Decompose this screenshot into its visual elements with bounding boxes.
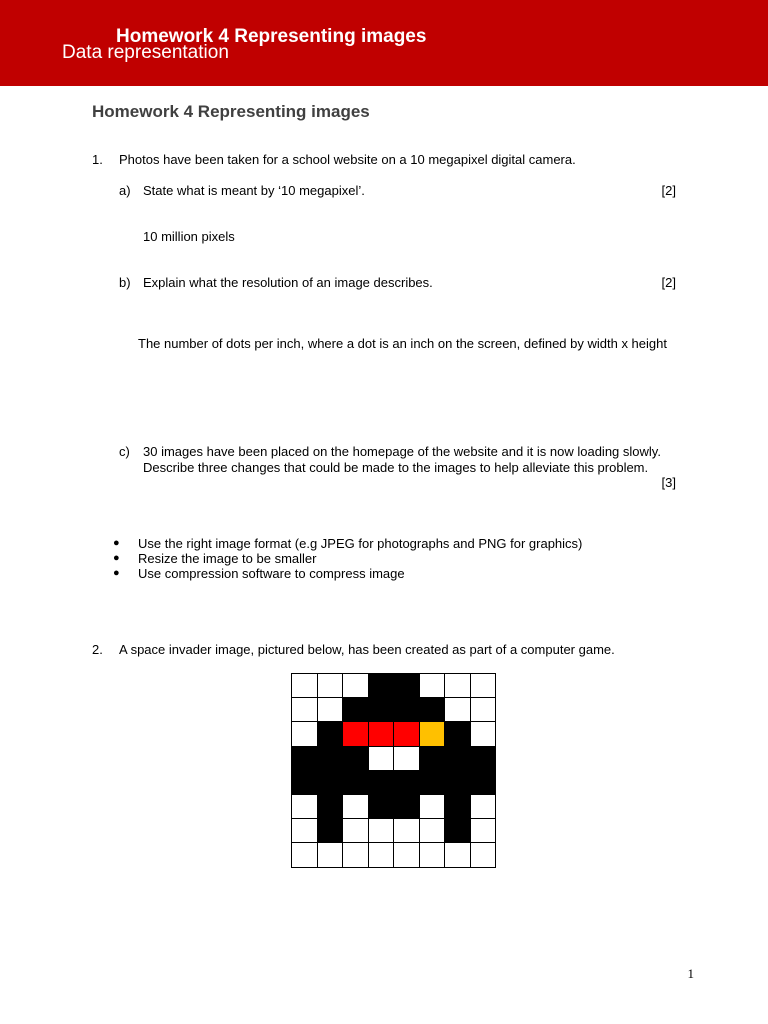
q1b-label: b) [119, 275, 131, 290]
q1b-text: Explain what the resolution of an image describes. [143, 275, 433, 290]
pixel-cell [420, 843, 446, 867]
pixel-cell [292, 843, 318, 867]
pixel-cell [292, 771, 318, 795]
header-bar [0, 0, 768, 86]
document-heading: Homework 4 Representing images [92, 102, 370, 121]
pixel-cell [471, 795, 497, 819]
pixel-cell [445, 843, 471, 867]
q1a-marks: [2] [661, 183, 676, 198]
pixel-cell [318, 674, 344, 698]
pixel-cell [445, 747, 471, 771]
pixel-cell [445, 722, 471, 746]
page-number: 1 [687, 966, 694, 981]
pixel-cell [343, 771, 369, 795]
pixel-cell [318, 819, 344, 843]
pixel-cell [292, 674, 318, 698]
pixel-cell [471, 674, 497, 698]
pixel-cell [445, 819, 471, 843]
pixel-cell [394, 698, 420, 722]
space-invader-pixel-grid [291, 673, 496, 868]
pixel-cell [420, 698, 446, 722]
q1c-answer-3: Use compression software to compress image [138, 566, 405, 581]
pixel-cell [318, 722, 344, 746]
pixel-cell [394, 674, 420, 698]
pixel-cell [369, 722, 395, 746]
pixel-cell [343, 747, 369, 771]
pixel-cell [445, 674, 471, 698]
pixel-cell [369, 795, 395, 819]
q1c-answer-2: Resize the image to be smaller [138, 551, 317, 566]
pixel-cell [292, 722, 318, 746]
pixel-cell [471, 747, 497, 771]
pixel-cell [318, 698, 344, 722]
pixel-cell [420, 722, 446, 746]
pixel-cell [445, 771, 471, 795]
pixel-cell [292, 795, 318, 819]
pixel-cell [318, 843, 344, 867]
pixel-cell [369, 819, 395, 843]
bullet-dot: ● [113, 552, 120, 564]
q1b-answer: The number of dots per inch, where a dot is an inch on the screen, defined by width x height [138, 336, 667, 351]
pixel-cell [394, 771, 420, 795]
pixel-cell [292, 698, 318, 722]
pixel-cell [343, 674, 369, 698]
pixel-cell [292, 819, 318, 843]
pixel-cell [420, 819, 446, 843]
q1-text: Photos have been taken for a school website on a 10 megapixel digital camera. [119, 152, 576, 167]
pixel-cell [318, 747, 344, 771]
pixel-cell [471, 843, 497, 867]
pixel-cell [394, 795, 420, 819]
pixel-cell [420, 747, 446, 771]
pixel-cell [420, 771, 446, 795]
q1b-marks: [2] [661, 275, 676, 290]
pixel-cell [445, 795, 471, 819]
pixel-cell [369, 747, 395, 771]
pixel-cell [471, 771, 497, 795]
bullet-dot: ● [113, 567, 120, 579]
pixel-cell [394, 747, 420, 771]
pixel-cell [394, 843, 420, 867]
header-subtitle: Data representation [62, 42, 229, 63]
pixel-cell [420, 674, 446, 698]
pixel-cell [343, 698, 369, 722]
pixel-cell [471, 698, 497, 722]
pixel-cell [343, 843, 369, 867]
q1a-label: a) [119, 183, 131, 198]
header-title: Homework 4 Representing images [116, 26, 427, 47]
pixel-cell [369, 771, 395, 795]
q1-number: 1. [92, 152, 103, 167]
pixel-cell [318, 795, 344, 819]
pixel-cell [420, 795, 446, 819]
q1c-label: c) [119, 444, 130, 459]
pixel-cell [369, 698, 395, 722]
pixel-cell [318, 771, 344, 795]
pixel-cell [445, 698, 471, 722]
q1c-marks: [3] [661, 475, 676, 490]
pixel-cell [369, 674, 395, 698]
q2-text: A space invader image, pictured below, has been created as part of a computer game. [119, 642, 615, 657]
pixel-cell [394, 819, 420, 843]
q1c-text: 30 images have been placed on the homepage of the website and it is now loading slowly. Describe three changes that could be made to the images to help alleviate this problem. [143, 444, 661, 475]
pixel-cell [343, 819, 369, 843]
bullet-dot: ● [113, 537, 120, 549]
pixel-cell [471, 722, 497, 746]
pixel-cell [343, 722, 369, 746]
q2-number: 2. [92, 642, 103, 657]
pixel-cell [471, 819, 497, 843]
pixel-cell [343, 795, 369, 819]
pixel-cell [369, 843, 395, 867]
pixel-cell [292, 747, 318, 771]
q1c-answer-1: Use the right image format (e.g JPEG for photographs and PNG for graphics) [138, 536, 583, 551]
pixel-cell [394, 722, 420, 746]
q1a-text: State what is meant by ‘10 megapixel’. [143, 183, 365, 198]
q1a-answer: 10 million pixels [143, 229, 235, 244]
